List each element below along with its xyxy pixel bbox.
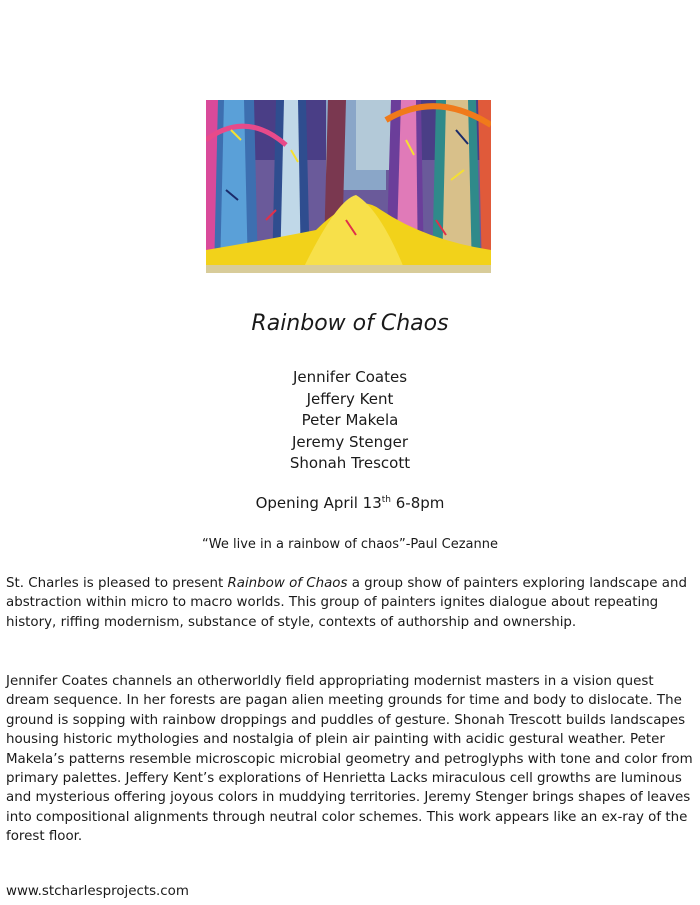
artist-description-paragraph: Jennifer Coates channels an otherworldly field appropriating modernist masters in a vision quest dream sequence. In her forests are pagan alien meeting grounds for time and body to dislocate. The ground is sopping with rainbow droppings and puddles of gesture. Shonah Trescott builds landscapes housing historic mythologies and nostalgia of plein air painting with acidic gestural weather. Peter Makela’s patterns resemble microscopic microbial geometry and petroglyphs with tone and color from primary palettes. Jeffery Kent’s explorations of Henrietta Lacks miraculous cell growths are luminous and mysterious offering joyous colors in muddying territories. Jeremy Stenger brings shapes of leaves into compositional alignments through neutral color schemes. This work appears like an ex-ray of the forest floor.	[6, 674, 693, 845]
artist-list	[0, 367, 700, 475]
artist-name: Jeremy Stenger	[291, 432, 409, 451]
artist-name: Peter Makela	[301, 411, 399, 429]
opening-date: Opening April 13th 6-8pm	[255, 494, 445, 512]
artist-name: Shonah Trescott	[289, 454, 411, 472]
artist-name: Jennifer Coates	[292, 368, 408, 386]
intro-paragraph: St. Charles is pleased to present Rainbow of Chaos a group show of painters exploring landscape and abstraction within micro to macro worlds. This group of painters ignites dialogue about repeating history, riffing modernism, substance of style, contexts of authorship and ownership.	[6, 576, 687, 630]
exhibition-title: Rainbow of Chaos	[251, 311, 449, 336]
website-link[interactable]: www.stcharlesprojects.com	[6, 884, 189, 899]
painting-image	[206, 100, 491, 273]
artist-name: Jeffery Kent	[306, 389, 394, 408]
cezanne-quote: “We live in a rainbow of chaos”-Paul Cezanne	[202, 537, 498, 552]
